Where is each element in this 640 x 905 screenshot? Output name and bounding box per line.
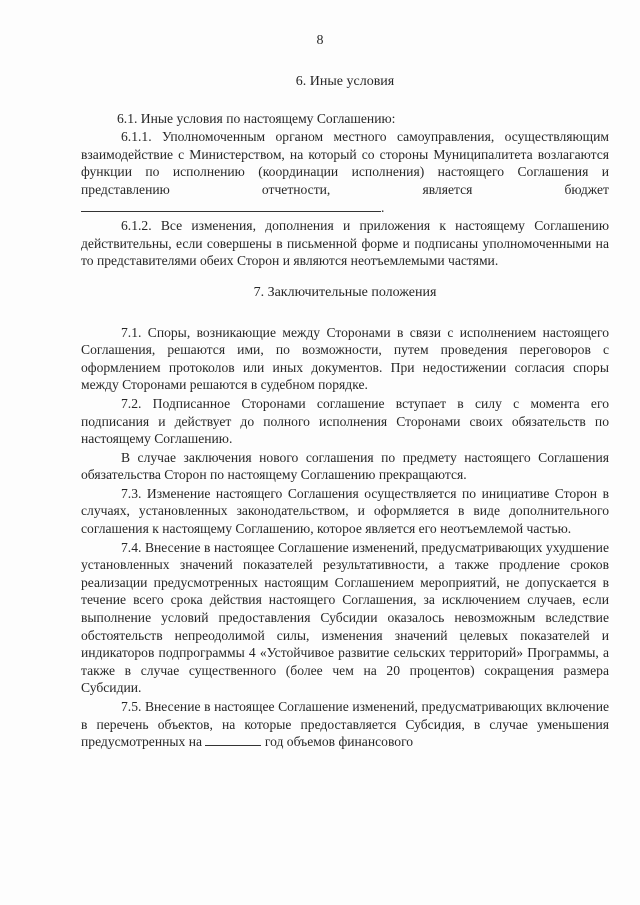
document-body xyxy=(81,73,609,751)
paragraph-6-1: 6.1. Иные условия по настоящему Соглашению: xyxy=(117,110,396,126)
section-6-heading: 6. Иные условия xyxy=(295,74,395,89)
blank-line xyxy=(81,199,381,212)
paragraph-7-3: 7.3. Изменение настоящего Соглашения осуществляется по инициативе Сторон в случаях, установленных законодательством, и оформляется в виде дополнительного соглашения к настоящему Соглашению, которое является его неотъемлемой частью. xyxy=(81,485,609,537)
paragraph-7-4: 7.4. Внесение в настоящее Соглашение изменений, предусматривающих ухудшение установленных значений показателей результативности, а также продление сроков реализации предусмотренных настоящим Соглашением мероприятий, не допускается в течение всего срока действия настоящего Соглашения, за исключением случаев, если выполнение условий предоставления Субсидии оказалось невозможным вследствие обстоятельств непреодолимой силы, изменения значений целевых показателей и индикаторов подпрограммы 4 «Устойчивое развитие сельских территорий» Программы, а также в случае существенного (более чем на 20 процентов) сокращения размера Субсидии. xyxy=(81,539,609,696)
paragraph-7-1: 7.1. Споры, возникающие между Сторонами в связи с исполнением настоящего Соглашения, решаются ими, по возможности, путем проведения переговоров с оформлением протоколов или иных документов. При недостижении согласия споры между Сторонами решаются в судебном порядке. xyxy=(81,324,609,393)
paragraph-7-2-continued: В случае заключения нового соглашения по предмету настоящего Соглашения обязательства Сторон по настоящему Соглашению прекращаются. xyxy=(81,449,609,483)
paragraph-6-1-1-text: 6.1.1. Уполномоченным органом местного самоуправления, осуществляющим взаимодействие с Министерством, на который со стороны Муниципалитета возлагаются функции по исполнению (координации исполнения) настоящего Соглашения и представлению отчетности, является бюджет xyxy=(81,129,609,197)
paragraph-6-1-1-end: . xyxy=(381,199,385,215)
paragraph-7-5-end: год объемов финансового xyxy=(264,734,414,750)
page-number: 8 xyxy=(316,33,324,48)
paragraph-7-2: 7.2. Подписанное Сторонами соглашение вступает в силу с момента его подписания и действует до полного исполнения Сторонами своих обязательств по настоящему Соглашению. xyxy=(81,395,609,447)
paragraph-7-5-text: 7.5. Внесение в настоящее Соглашение изменений, предусматривающих включение в перечень объектов, на которые предоставляется Субсидия, в случае уменьшения предусмотренных на xyxy=(81,699,609,750)
paragraph-6-1-1 xyxy=(81,128,609,216)
section-7-heading: 7. Заключительные положения xyxy=(253,284,437,300)
blank-line xyxy=(205,733,261,746)
paragraph-7-5 xyxy=(81,698,609,751)
paragraph-6-1-2: 6.1.2. Все изменения, дополнения и приложения к настоящему Соглашению действительны, если совершены в письменной форме и подписаны уполномоченными на то представителями обеих Сторон и являются неотъемлемыми частями. xyxy=(81,218,609,269)
